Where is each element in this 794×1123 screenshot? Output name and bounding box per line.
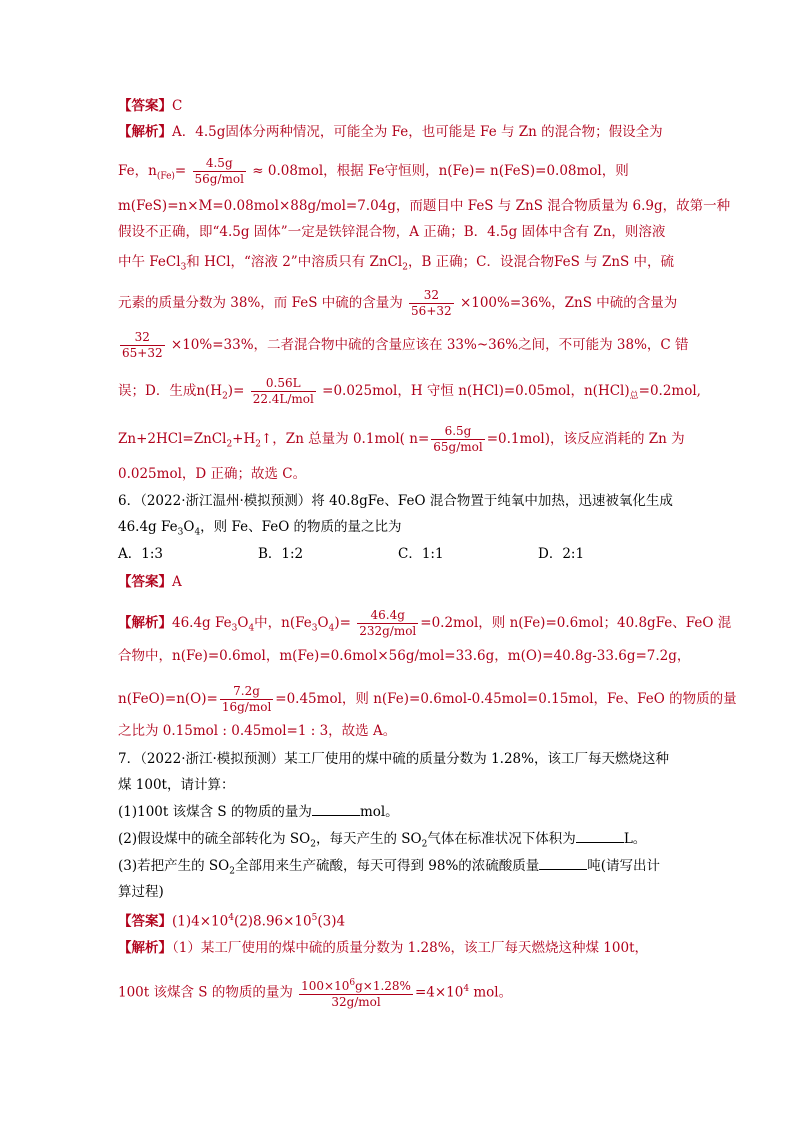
text: (3)4: [317, 913, 346, 930]
text: )=: [334, 615, 351, 631]
text: Fe，n: [118, 163, 157, 179]
answer-label: 【答案】: [118, 98, 172, 114]
fraction: [409, 288, 454, 319]
subscript: 2: [310, 839, 316, 850]
superscript: 4: [228, 913, 234, 923]
text: =0.45mol，则 n(Fe)=0.6mol-0.45mol=0.15mol，Fe、FeO 的物质的量: [275, 691, 737, 707]
analysis-line: [118, 424, 685, 455]
analysis-label: 【解析】: [118, 940, 172, 956]
text: (2)8.96×10: [233, 913, 312, 930]
fraction: [299, 976, 413, 1010]
subscript: 4: [194, 527, 201, 538]
subscript: 2: [222, 391, 228, 402]
denominator: 232g/mol: [359, 624, 417, 638]
question-7-stem: [118, 775, 234, 795]
analysis-line: [118, 684, 737, 715]
text: （1）某工厂使用的煤中硫的质量分数为 1.28%，该工厂每天燃烧这种煤 100t，: [172, 940, 648, 956]
fraction: [193, 156, 246, 187]
text: =4×10: [414, 984, 464, 1001]
subscript: 3: [177, 527, 184, 538]
subscript: 4: [328, 623, 335, 634]
numerator: 4.5g: [205, 156, 233, 170]
subscript: (Fe): [156, 171, 175, 182]
text: 全部用来生产硫酸，每天可得到 98%的浓硫酸质量: [234, 858, 540, 874]
text: =0.025mol，H 守恒 n(HCl)=0.05mol，n(HCl): [322, 383, 630, 399]
text: ，每天产生的 SO: [315, 831, 422, 847]
analysis-line: [118, 646, 690, 666]
fraction: [251, 376, 316, 407]
subscript: 总: [629, 391, 639, 402]
analysis-line: [118, 122, 663, 142]
text: 吨(请写出计: [587, 858, 661, 874]
blank: [312, 815, 360, 816]
question-6-stem: [118, 517, 402, 543]
analysis-label: 【解析】: [118, 124, 172, 140]
numerator: 6.5g: [444, 424, 472, 438]
numerator: 32: [423, 288, 439, 302]
text: ，则 Fe、FeO 的物质的量之比为: [200, 519, 402, 535]
subscript: 4: [248, 623, 255, 634]
fraction: [220, 684, 273, 715]
text: O: [237, 615, 249, 631]
subscript: 2: [255, 439, 261, 450]
text: ×100%=36%，ZnS 中硫的含量为: [459, 295, 678, 311]
text: 中午 FeCl: [118, 254, 181, 270]
fraction: [431, 424, 484, 455]
numerator: 46.4g: [370, 608, 405, 622]
subscript: 2: [229, 866, 235, 877]
answer-value: C: [172, 98, 183, 114]
analysis-line: [118, 938, 648, 958]
text: mol。: [469, 984, 513, 1001]
text: 0.025mol，D 正确；故选 C。: [118, 466, 307, 482]
text: (3)若把产生的 SO: [118, 858, 230, 874]
question-7-part-3: [118, 882, 164, 902]
text: ，B 正确；C．设混合物FeS 与 ZnS 中，硫: [407, 254, 675, 270]
text: (1)100t 该煤含 S 的物质的量为: [118, 804, 312, 820]
text: ×10%=33%，二者混合物中硫的含量应该在 33%~36%之间，不可能为 38%，C 错: [170, 337, 689, 353]
subscript: 3: [180, 262, 187, 273]
analysis-label: 【解析】: [118, 615, 172, 631]
analysis-line: [118, 376, 701, 407]
analysis-line: [118, 721, 396, 741]
answer-line-q5: [118, 96, 182, 116]
text: 7．（2022·浙江·模拟预测）某工厂使用的煤中硫的质量分数为 1.28%，该工厂每天燃烧这种: [118, 751, 669, 767]
text: n(FeO)=n(O)=: [118, 691, 218, 707]
numerator: 0.56L: [265, 376, 301, 390]
option-a: A．1:3: [118, 546, 163, 562]
text: mol。: [359, 804, 399, 820]
text: =0.2mol,: [638, 383, 701, 399]
option-c: C．1:1: [398, 546, 444, 562]
superscript: 4: [463, 984, 470, 994]
question-6-stem: [118, 491, 673, 511]
text: 元素的质量分数为 38%，而 FeS 中硫的含量为: [118, 295, 403, 311]
subscript: 2: [402, 262, 408, 273]
denominator: 56+32: [411, 304, 452, 318]
numerator: 32: [134, 330, 150, 344]
answer-label: 【答案】: [118, 913, 172, 930]
analysis-line: [118, 252, 674, 278]
subscript: 3: [311, 623, 318, 634]
denominator: 65+32: [122, 346, 163, 360]
blank: [576, 842, 624, 843]
text: )=: [227, 383, 245, 399]
text: ≈ 0.08mol，根据 Fe守恒则，n(Fe)= n(FeS)=0.08mol，则: [252, 163, 629, 179]
subscript: 2: [226, 439, 233, 450]
analysis-line: [118, 196, 730, 216]
analysis-line: [118, 330, 689, 361]
question-7-stem: [118, 749, 669, 769]
text: (1)4×10: [172, 913, 229, 930]
analysis-text: A．4.5g固体分两种情况，可能全为 Fe，也可能是 Fe 与 Zn 的混合物；假设全为: [172, 124, 663, 140]
text: ↑，Zn 总量为 0.1mol(: [261, 431, 405, 447]
denominator: 56g/mol: [194, 172, 244, 186]
text: 误；D．生成n(H: [118, 383, 223, 399]
text: 煤 100t，请计算：: [118, 777, 235, 793]
blank: [539, 869, 587, 870]
denominator: 22.4L/mol: [252, 392, 314, 406]
text: 假设不正确，即“4.5g 固体”一定是铁锌混合物，A 正确；B．4.5g 固体中含有 Zn，则溶液: [118, 224, 666, 240]
text: 和 HCl，“溶液 2”中溶质只有 ZnCl: [186, 254, 403, 270]
analysis-line: [118, 288, 677, 319]
superscript: 5: [311, 913, 318, 923]
text: 100×10: [301, 979, 350, 993]
text: 之比为 0.15mol : 0.45mol=1 : 3，故选 A。: [118, 723, 397, 739]
text: 46.4g Fe: [118, 519, 178, 535]
fraction: [120, 330, 165, 361]
analysis-line: [118, 976, 512, 1010]
question-7-part-1: [118, 802, 399, 822]
analysis-line: [118, 222, 665, 242]
subscript: 3: [231, 623, 238, 634]
answer-line-q6: [118, 572, 182, 592]
text: =0.1mol)，该反应消耗的 Zn 为: [486, 431, 685, 447]
text: g×1.28%: [355, 979, 411, 993]
text: O: [317, 615, 329, 631]
text: 46.4g Fe: [172, 615, 232, 631]
numerator: 7.2g: [233, 684, 260, 698]
analysis-line: [118, 464, 306, 484]
text: 6．（2022·浙江温州·模拟预测）将 40.8gFe、FeO 混合物置于纯氧中加热，迅速被氧化生成: [118, 493, 673, 509]
text: Zn+2HCl=ZnCl: [118, 431, 227, 447]
answer-label: 【答案】: [118, 574, 172, 590]
numerator: [299, 976, 413, 994]
text: 100t 该煤含 S 的物质的量为: [118, 984, 293, 1001]
text: 算过程): [118, 884, 164, 900]
text: =0.2mol，则 n(Fe)=0.6mol；40.8gFe、FeO 混: [420, 615, 732, 631]
option-b: B．1:2: [258, 546, 304, 562]
text: (2)假设煤中的硫全部转化为 SO: [118, 831, 311, 847]
text: +H: [232, 431, 256, 447]
fraction: [357, 608, 418, 639]
text: O: [183, 519, 195, 535]
superscript: 6: [349, 978, 356, 988]
text: m(FeS)=n×M=0.08mol×88g/mol=7.04g，而题目中 FeS 与 ZnS 混合物质量为 6.9g，故第一种: [118, 198, 731, 214]
text: n=: [409, 431, 430, 447]
answer-value: A: [172, 574, 182, 590]
text: 气体在标准状况下体积为: [427, 831, 576, 847]
analysis-line: [118, 156, 629, 187]
question-7-part-3: [118, 856, 660, 882]
answer-line-q7: [118, 908, 345, 932]
option-d: D．2:1: [538, 546, 585, 562]
text: 中，n(Fe: [254, 615, 312, 631]
analysis-line: [118, 608, 731, 639]
subscript: 2: [421, 839, 428, 850]
text: =: [174, 163, 187, 179]
denominator: 65g/mol: [433, 440, 483, 454]
question-7-part-2: [118, 829, 646, 855]
denominator: 16g/mol: [221, 700, 272, 714]
denominator: 32g/mol: [299, 994, 413, 1010]
question-6-options: [118, 544, 678, 564]
text: L。: [623, 831, 647, 847]
text: 合物中，n(Fe)=0.6mol，m(Fe)=0.6mol×56g/mol=33.6g，m(O)=40.8g-33.6g=7.2g，: [118, 648, 691, 664]
